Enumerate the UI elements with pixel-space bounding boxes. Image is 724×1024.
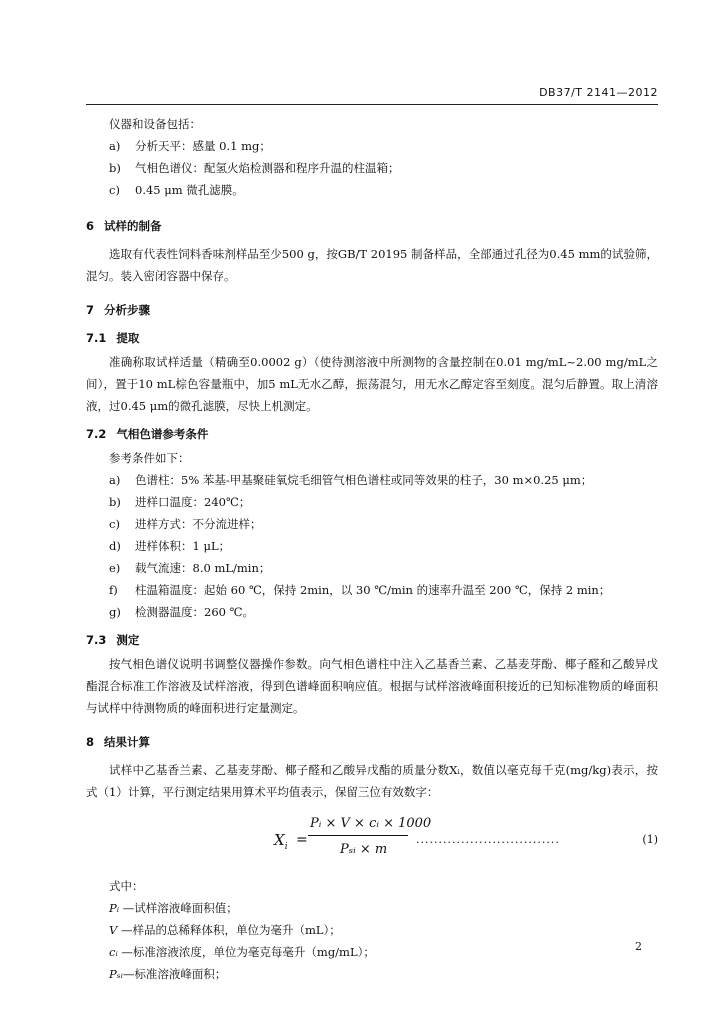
item-text: 检测器温度：260 ℃。 xyxy=(135,605,254,619)
formula-lhs xyxy=(274,829,288,858)
definition-ci xyxy=(86,941,658,963)
section-6-paragraph: 选取有代表性饲料香味剂样品至少500 g，按GB/T 20195 制备样品，全部通过孔径为0.45 mm的试验筛，混匀。装入密闭容器中保存。 xyxy=(86,247,658,283)
fraction-bar xyxy=(308,835,408,836)
definition-text: —标准溶液浓度，单位为毫克每毫升（mg/mL）； xyxy=(117,945,375,959)
page-number: 2 xyxy=(635,940,642,953)
definition-text: —标准溶液峰面积； xyxy=(122,967,227,981)
item-label: b) xyxy=(109,495,121,509)
section-title: 提取 xyxy=(116,331,140,345)
section-number: 7.3 xyxy=(86,633,107,647)
formula-equals: = xyxy=(296,832,308,848)
section-8-paragraph: 试样中乙基香兰素、乙基麦芽酚、椰子醛和乙酸异戊酯的质量分数Xᵢ，数值以毫克每千克(mg/kg)表示，按式（1）计算，平行测定结果用算术平均值表示，保留三位有效数字： xyxy=(86,763,658,799)
section-7-heading xyxy=(86,299,658,321)
item-label: c) xyxy=(109,183,120,197)
item-text: 0.45 μm 微孔滤膜。 xyxy=(135,183,244,197)
instrument-item-a xyxy=(86,135,658,157)
section-7-1-heading xyxy=(86,327,658,349)
section-title: 气相色谱参考条件 xyxy=(116,427,209,441)
condition-item-c xyxy=(86,513,658,535)
item-text: 进样体积：1 μL； xyxy=(135,539,231,553)
definition-symbol: Pᵢ xyxy=(109,901,120,915)
section-title: 测定 xyxy=(116,633,140,647)
section-number: 8 xyxy=(86,735,95,749)
item-label: g) xyxy=(109,605,121,619)
definition-v xyxy=(86,919,658,941)
definition-psi xyxy=(86,963,658,985)
item-text: 进样口温度：240℃； xyxy=(135,495,251,509)
item-text: 进样方式：不分流进样； xyxy=(135,517,262,531)
item-text: 分析天平：感量 0.1 mg； xyxy=(135,139,271,153)
item-text: 色谱柱：5% 苯基-甲基聚硅氧烷毛细管气相色谱柱或同等效果的柱子，30 m×0.25 μm； xyxy=(135,473,593,487)
formula-1 xyxy=(86,809,658,867)
item-label: c) xyxy=(109,517,120,531)
definition-symbol: cᵢ xyxy=(109,945,118,959)
formula-leader-dots: ................................ xyxy=(416,833,560,846)
item-text: 载气流速：8.0 mL/min； xyxy=(135,561,271,575)
page-content xyxy=(86,113,658,985)
condition-item-g xyxy=(86,601,658,623)
formula-numerator: Pᵢ × V × cᵢ × 1000 xyxy=(310,816,432,831)
formula-number: (1) xyxy=(642,833,658,846)
section-7-1-paragraph: 准确称取试样适量（精确至0.0002 g）（使待测溶液中所测物的含量控制在0.01 mg/mL~2.00 mg/mL之间），置于10 mL棕色容量瓶中，加5 mL无水乙醇，振荡混匀，用无水乙醇定容至刻度。混匀后静置。取上清溶液，过0.45 μm的微孔滤膜，尽快上机测定。 xyxy=(86,355,658,413)
section-title: 试样的制备 xyxy=(104,219,162,233)
section-number: 7.1 xyxy=(86,331,107,345)
instrument-item-c xyxy=(86,179,658,201)
section-number: 7.2 xyxy=(86,427,107,441)
condition-item-e xyxy=(86,557,658,579)
item-label: b) xyxy=(109,161,121,175)
definition-text: —试样溶液峰面积值； xyxy=(119,901,238,915)
item-label: d) xyxy=(109,539,121,553)
formula-denominator: Pₛᵢ × m xyxy=(340,842,388,857)
where-label: 式中： xyxy=(109,879,144,893)
item-text: 气相色谱仪：配氢火焰检测器和程序升温的柱温箱； xyxy=(135,161,400,175)
section-7-3-heading xyxy=(86,629,658,651)
definition-symbol: Pₛᵢ xyxy=(109,967,123,981)
formula-lhs-subscript: i xyxy=(284,842,288,852)
item-text: 柱温箱温度：起始 60 ℃，保持 2min，以 30 ℃/min 的速率升温至 200 ℃，保持 2 min； xyxy=(135,583,611,597)
item-label: a) xyxy=(109,473,121,487)
section-6-heading xyxy=(86,215,658,237)
header-rule xyxy=(86,104,658,105)
definition-text: —样品的总稀释体积，单位为毫升（mL）； xyxy=(117,923,341,937)
item-label: a) xyxy=(109,139,121,153)
definition-pi xyxy=(86,897,658,919)
instrument-item-b xyxy=(86,157,658,179)
condition-item-b xyxy=(86,491,658,513)
section-title: 分析步骤 xyxy=(104,303,151,317)
item-label: e) xyxy=(109,561,121,575)
instruments-intro: 仪器和设备包括： xyxy=(109,117,201,131)
section-8-heading xyxy=(86,731,658,753)
condition-item-d xyxy=(86,535,658,557)
condition-item-a xyxy=(86,469,658,491)
definition-symbol: V xyxy=(109,923,118,937)
conditions-intro: 参考条件如下： xyxy=(109,451,190,465)
formula-lhs-symbol: X xyxy=(274,831,285,849)
section-number: 6 xyxy=(86,219,95,233)
item-label: f) xyxy=(109,583,118,597)
condition-item-f xyxy=(86,579,658,601)
section-7-3-paragraph: 按气相色谱仪说明书调整仪器操作参数。向气相色谱柱中注入乙基香兰素、乙基麦芽酚、椰子醛和乙酸异戊酯混合标准工作溶液及试样溶液，得到色谱峰面积响应值。根据与试样溶液峰面积接近的已知标准物质的峰面积与试样中待测物质的峰面积进行定量测定。 xyxy=(86,657,658,715)
section-title: 结果计算 xyxy=(104,735,151,749)
section-number: 7 xyxy=(86,303,95,317)
standard-code: DB37/T 2141—2012 xyxy=(539,86,658,99)
section-7-2-heading xyxy=(86,423,658,445)
